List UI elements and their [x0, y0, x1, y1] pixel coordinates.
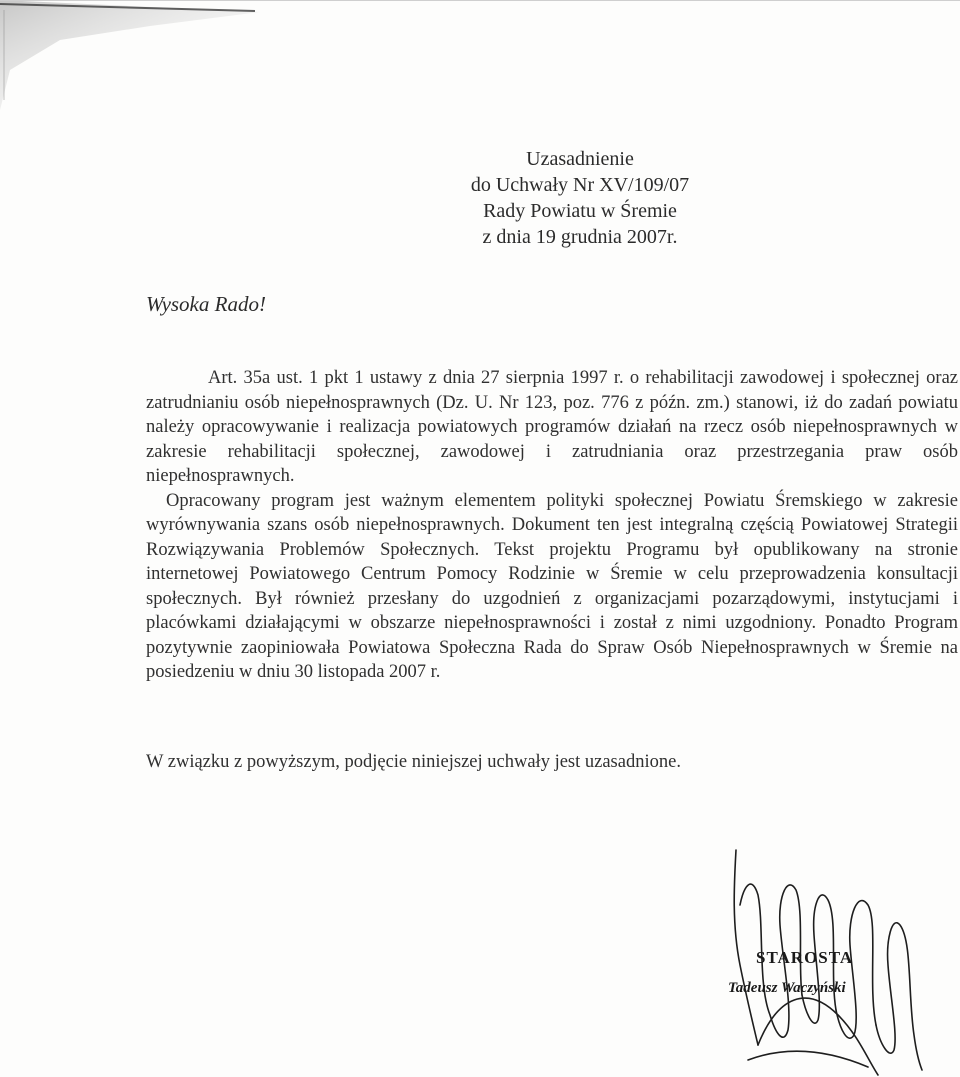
paragraph: Art. 35a ust. 1 pkt 1 ustawy z dnia 27 sierpnia 1997 r. o rehabilitacji zawodowej i społecznej oraz zatrudnianiu osób niepełnosprawnych (Dz. U. Nr 123, poz. 776 z późn. zm.) stanowi, iż do zadań powiatu należy opracowywanie i realizacja powiatowych programów działań na rzecz osób niepełnosprawnych w zakresie rehabilitacji społecznej, zawodowej i zatrudniania oraz przestrzegania praw osób niepełnosprawnych.: [146, 368, 958, 486]
heading-council: Rady Powiatu w Śremie: [483, 200, 677, 222]
stamp-name: Tadeusz Waczyński: [728, 980, 846, 996]
heading-title: Uzasadnienie: [526, 148, 634, 170]
scan-artifact: [0, 0, 260, 130]
body-text: [146, 366, 958, 685]
stamp-title: STAROSTA: [756, 948, 854, 967]
greeting: Wysoka Rado!: [146, 292, 266, 316]
signature-block: [718, 845, 928, 1077]
heading-date: z dnia 19 grudnia 2007r.: [482, 226, 678, 248]
paragraph: Opracowany program jest ważnym elementem polityki społecznej Powiatu Śremskiego w zakresie wyrównywania szans osób niepełnosprawnych. Dokument ten jest integralną częścią Powiatowej Strategii Rozwiązywania Problemów Społecznych. Tekst projektu Programu był opublikowany na stronie internetowej Powiatowego Centrum Pomocy Rodzinie w Śremie w celu przeprowadzenia konsultacji społecznych. Był również przesłany do uzgodnień z organizacjami pozarządowymi, instytucjami i placówkami działającymi w obszarze niepełnosprawności i został z nimi uzgodniony. Ponadto Program pozytywnie zaopiniowała Powiatowa Społeczna Rada do Spraw Osób Niepełnosprawnych w Śremie na posiedzeniu w dniu 30 listopada 2007 r.: [146, 490, 958, 682]
scan-edge: [0, 0, 960, 11]
heading-resolution-number: do Uchwały Nr XV/109/07: [470, 174, 690, 196]
conclusion: W związku z powyższym, podjęcie niniejszej uchwały jest uzasadnione.: [146, 752, 681, 772]
document-heading: [380, 146, 780, 250]
